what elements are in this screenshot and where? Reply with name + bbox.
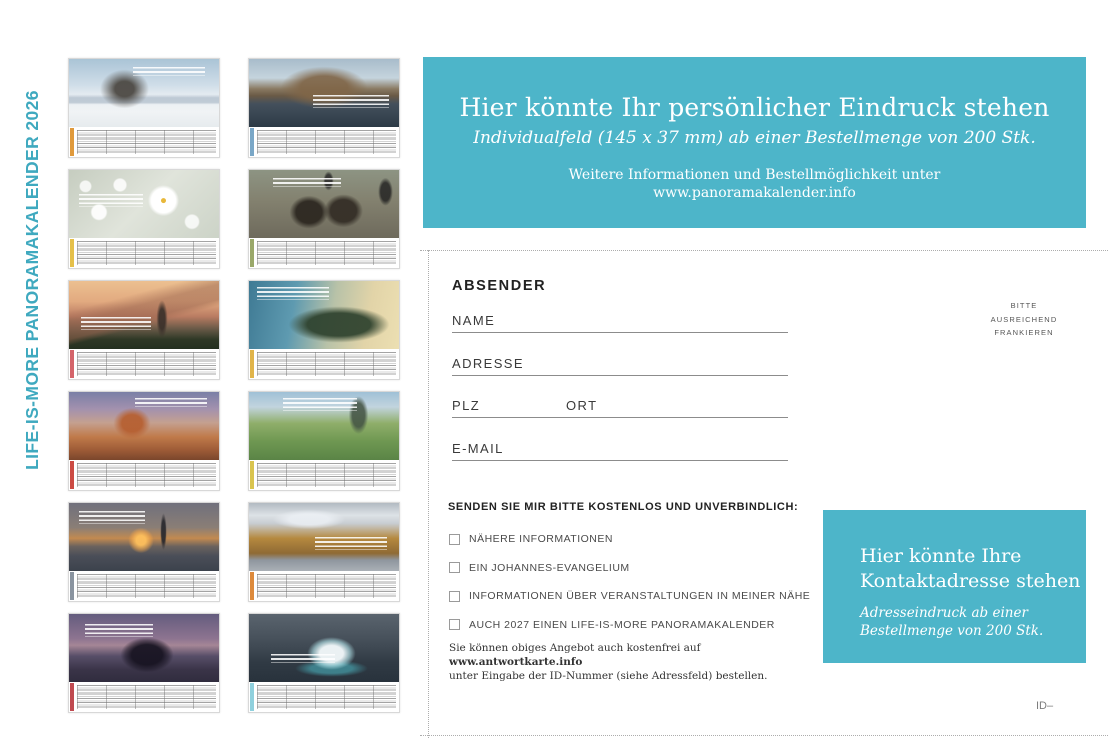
email-field-label: E-MAIL: [452, 441, 504, 456]
calendar-day-rows: [77, 241, 216, 265]
calendar-photo-island-abbey-dusk: [69, 614, 219, 682]
contact-box-subtitle: [860, 604, 1086, 640]
postage-note-line: FRANKIEREN: [994, 328, 1054, 337]
promo-banner: [423, 57, 1086, 228]
contact-box-title: [860, 544, 1086, 594]
contact-box-title-line1: Hier könnte Ihre: [860, 545, 1022, 567]
calendar-grid-area: [69, 349, 219, 379]
calendar-thumb-fur-seal-pups-penguins: [248, 169, 400, 269]
calendar-thumb-winter-tree-snow: [68, 58, 220, 158]
order-note-prefix: Sie können obiges Angebot auch kostenfrei auf: [449, 642, 701, 654]
month-label-strip: [70, 461, 74, 489]
month-label-strip: [250, 350, 254, 378]
verse-text-overlay: [273, 178, 341, 187]
order-note: [449, 641, 779, 683]
calendar-thumb-suspension-bridge-sunset: [68, 502, 220, 602]
calendar-grid-area: [249, 127, 399, 157]
email-field[interactable]: [452, 440, 788, 461]
contact-box-subtitle-line2: Bestellmenge von 200 Stk.: [860, 623, 1044, 639]
promo-banner-info-url: www.panoramakalender.info: [653, 185, 856, 201]
checkbox-icon[interactable]: [449, 562, 460, 573]
city-field-label: ORT: [566, 398, 598, 413]
calendar-grid-area: [69, 571, 219, 601]
month-label-strip: [250, 461, 254, 489]
id-number-label: ID–: [1036, 700, 1054, 712]
calendar-day-rows: [257, 574, 396, 598]
perforation-line-top: [420, 250, 1108, 251]
calendar-photo-sea-cliff-point: [249, 281, 399, 349]
order-note-url: www.antwortkarte.info: [449, 656, 583, 668]
calendar-photo-iceberg-dark-water: [249, 614, 399, 682]
calendar-thumb-desert-rock-arch: [68, 391, 220, 491]
verse-text-overlay: [313, 95, 389, 108]
calendar-day-rows: [257, 130, 396, 154]
calendar-grid-area: [249, 238, 399, 268]
name-field[interactable]: [452, 312, 788, 333]
calendar-grid-area: [69, 682, 219, 712]
verse-text-overlay: [133, 67, 205, 76]
sidebar-vertical-title: LIFE-IS-MORE PANORAMAKALENDER 2026: [22, 90, 42, 470]
calendar-grid-area: [69, 460, 219, 490]
contact-box-title-line2: Kontaktadresse stehen: [860, 570, 1081, 592]
calendar-thumb-alpine-church-sunset: [68, 280, 220, 380]
checkbox-row-3[interactable]: [449, 582, 810, 611]
calendar-photo-daisies-meadow: [69, 170, 219, 238]
calendar-photo-suspension-bridge-sunset: [69, 503, 219, 571]
perforation-line-left: [428, 250, 429, 738]
calendar-photo-alpine-church-sunset: [69, 281, 219, 349]
checkbox-label: INFORMATIONEN ÜBER VERANSTALTUNGEN IN MEINER NÄHE: [469, 590, 811, 603]
verse-text-overlay: [79, 194, 143, 207]
checkbox-list: [449, 525, 810, 639]
address-field[interactable]: [452, 355, 788, 376]
calendar-photo-winter-tree-snow: [69, 59, 219, 127]
calendar-photo-autumn-larch-mountains: [249, 503, 399, 571]
promo-banner-subtitle: Individualfeld (145 x 37 mm) ab einer Bestellmenge von 200 Stk.: [473, 128, 1036, 148]
calendar-photo-highland-pinnacles: [249, 392, 399, 460]
calendar-day-rows: [257, 241, 396, 265]
verse-text-overlay: [81, 317, 151, 330]
calendar-day-rows: [77, 574, 216, 598]
calendar-day-rows: [77, 685, 216, 709]
calendar-grid-area: [69, 238, 219, 268]
contact-box-subtitle-line1: Adresseindruck ab einer: [860, 605, 1028, 621]
calendar-day-rows: [257, 463, 396, 487]
month-label-strip: [70, 128, 74, 156]
order-note-line2: unter Eingabe der ID-Nummer (siehe Adressfeld) bestellen.: [449, 670, 768, 682]
checkbox-icon[interactable]: [449, 591, 460, 602]
promo-banner-info: [423, 166, 1086, 202]
calendar-grid-area: [249, 460, 399, 490]
calendar-thumb-iceberg-dark-water: [248, 613, 400, 713]
month-label-strip: [70, 683, 74, 711]
calendar-day-rows: [77, 130, 216, 154]
calendar-grid-area: [249, 682, 399, 712]
month-label-strip: [70, 239, 74, 267]
postage-note: [968, 299, 1080, 340]
calendar-day-rows: [257, 685, 396, 709]
verse-text-overlay: [135, 398, 207, 407]
calendar-day-rows: [257, 352, 396, 376]
calendar-thumb-sea-cliff-point: [248, 280, 400, 380]
checkbox-label: AUCH 2027 EINEN LIFE-IS-MORE PANORAMAKALENDER: [469, 618, 775, 631]
promo-banner-info-line1: Weitere Informationen und Bestellmöglichkeit unter: [568, 167, 941, 183]
month-label-strip: [250, 683, 254, 711]
calendar-photo-mountain-lake-reflection: [249, 59, 399, 127]
calendar-thumb-island-abbey-dusk: [68, 613, 220, 713]
month-label-strip: [250, 572, 254, 600]
sender-form-title: ABSENDER: [452, 278, 547, 294]
calendar-day-rows: [77, 352, 216, 376]
checkbox-label: NÄHERE INFORMATIONEN: [469, 533, 613, 546]
request-heading: SENDEN SIE MIR BITTE KOSTENLOS UND UNVERBINDLICH:: [448, 501, 799, 513]
name-field-label: NAME: [452, 313, 496, 328]
checkbox-row-4[interactable]: [449, 611, 810, 640]
address-field-label: ADRESSE: [452, 356, 524, 371]
calendar-photo-desert-rock-arch: [69, 392, 219, 460]
zip-city-field[interactable]: [452, 397, 788, 418]
checkbox-icon[interactable]: [449, 534, 460, 545]
contact-address-box: [823, 510, 1086, 663]
checkbox-icon[interactable]: [449, 619, 460, 630]
verse-text-overlay: [283, 398, 357, 411]
zip-field-label: PLZ: [452, 398, 481, 413]
calendar-photo-fur-seal-pups-penguins: [249, 170, 399, 238]
calendar-thumb-daisies-meadow: [68, 169, 220, 269]
calendar-day-rows: [77, 463, 216, 487]
calendar-thumb-mountain-lake-reflection: [248, 58, 400, 158]
calendar-grid-area: [249, 571, 399, 601]
calendar-thumb-autumn-larch-mountains: [248, 502, 400, 602]
month-label-strip: [250, 128, 254, 156]
checkbox-row-1[interactable]: [449, 525, 810, 554]
postage-note-line: AUSREICHEND: [990, 314, 1058, 324]
verse-text-overlay: [79, 511, 145, 524]
month-label-strip: [250, 239, 254, 267]
postage-note-line: BITTE: [1010, 301, 1038, 310]
verse-text-overlay: [85, 624, 153, 637]
promo-banner-title: Hier könnte Ihr persönlicher Eindruck stehen: [459, 93, 1050, 122]
verse-text-overlay: [315, 537, 387, 550]
calendar-grid-area: [69, 127, 219, 157]
verse-text-overlay: [271, 654, 335, 663]
perforation-line-bottom: [420, 735, 1108, 736]
checkbox-label: EIN JOHANNES-EVANGELIUM: [469, 561, 630, 574]
calendar-grid-area: [249, 349, 399, 379]
month-label-strip: [70, 572, 74, 600]
checkbox-row-2[interactable]: [449, 554, 810, 583]
month-label-strip: [70, 350, 74, 378]
verse-text-overlay: [257, 287, 329, 300]
calendar-thumb-highland-pinnacles: [248, 391, 400, 491]
